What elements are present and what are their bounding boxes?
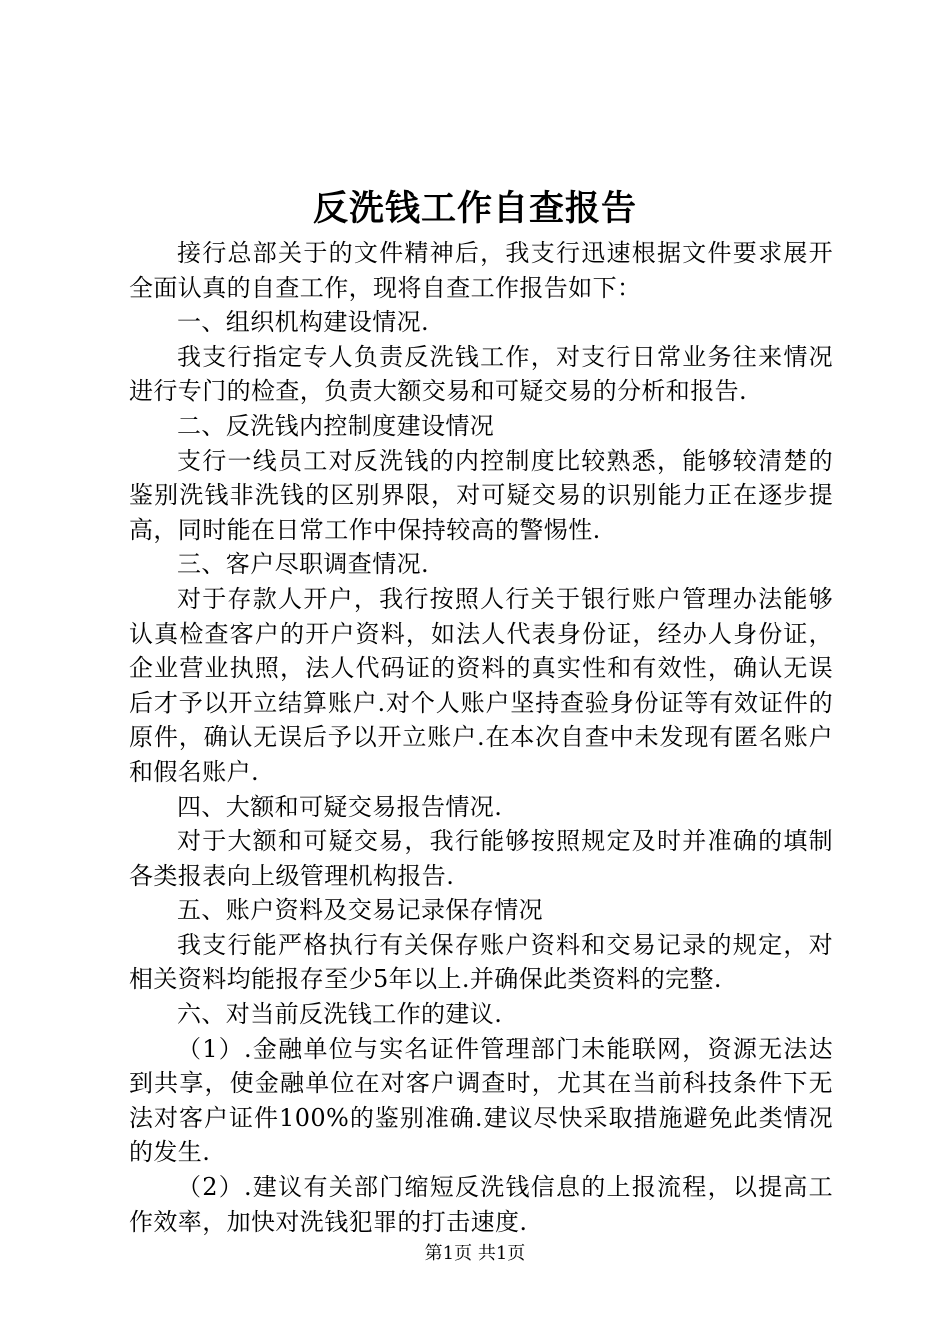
paragraph-section-2: 支行一线员工对反洗钱的内控制度比较熟悉，能够较清楚的鉴别洗钱非洗钱的区别界限，对可疑交易的识别能力正在逐步提高，同时能在日常工作中保持较高的警惕性. <box>129 446 833 544</box>
paragraph-section-4: 对于大额和可疑交易，我行能够按照规定及时并准确的填制各类报表向上级管理机构报告. <box>129 827 833 890</box>
paragraph-suggestion-2: （2）.建议有关部门缩短反洗钱信息的上报流程，以提高工作效率，加快对洗钱犯罪的打击速度. <box>129 1173 833 1236</box>
section-heading-3: 三、客户尽职调查情况. <box>177 550 430 579</box>
section-heading-5: 五、账户资料及交易记录保存情况 <box>177 896 543 925</box>
paragraph-suggestion-1: （1）.金融单位与实名证件管理部门未能联网，资源无法达到共享，使金融单位在对客户调查时，尤其在当前科技条件下无法对客户证件100%的鉴别准确.建议尽快采取措施避免此类情况的发生. <box>129 1034 833 1167</box>
document-body <box>129 236 833 1239</box>
paragraph-section-5: 我支行能严格执行有关保存账户资料和交易记录的规定，对相关资料均能报存至少5年以上.并确保此类资料的完整. <box>129 930 833 994</box>
page-footer: 第1页 共1页 <box>424 1243 526 1264</box>
section-heading-1: 一、组织机构建设情况. <box>177 308 430 337</box>
document-title: 反洗钱工作自查报告 <box>312 188 637 229</box>
section-heading-4: 四、大额和可疑交易报告情况. <box>177 792 503 821</box>
paragraph-section-3: 对于存款人开户，我行按照人行关于银行账户管理办法能够认真检查客户的开户资料，如法人代表身份证，经办人身份证，企业营业执照，法人代码证的资料的真实性和有效性，确认无误后才予以开立结算账户.对个人账户坚持查验身份证等有效证件的原件，确认无误后予以开立账户.在本次自查中未发现有匿名账户和假名账户. <box>129 584 833 786</box>
section-heading-6: 六、对当前反洗钱工作的建议. <box>177 1000 503 1029</box>
section-heading-2: 二、反洗钱内控制度建设情况 <box>177 411 495 440</box>
paragraph-intro: 接行总部关于的文件精神后，我支行迅速根据文件要求展开全面认真的自查工作，现将自查工作报告如下： <box>129 239 833 302</box>
paragraph-section-1: 我支行指定专人负责反洗钱工作，对支行日常业务往来情况进行专门的检查，负责大额交易和可疑交易的分析和报告. <box>129 342 833 406</box>
